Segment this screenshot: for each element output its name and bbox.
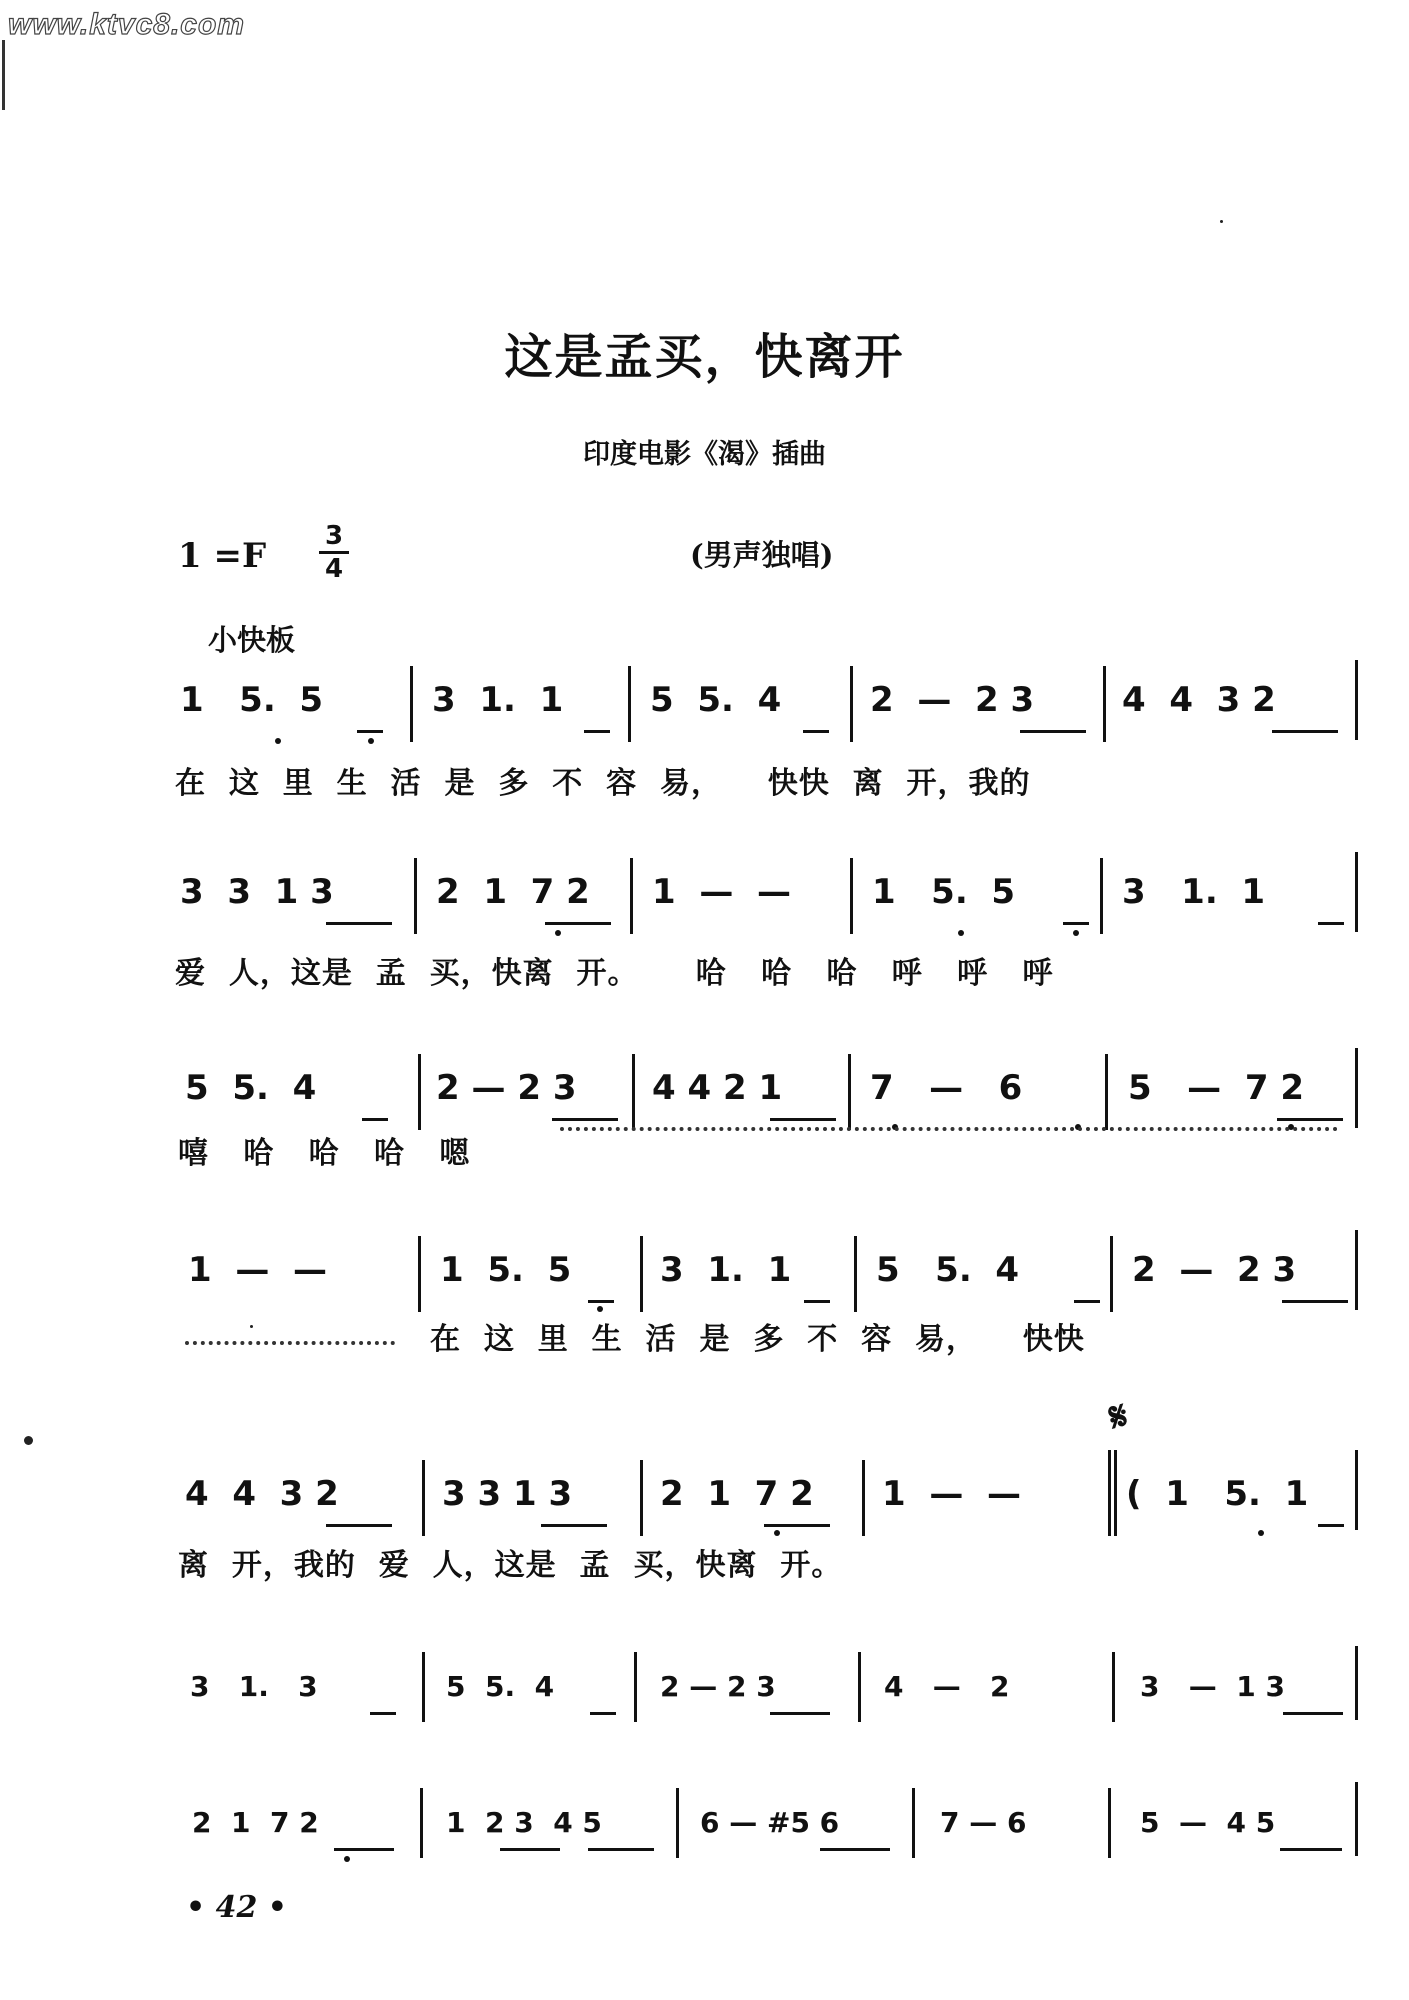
barline xyxy=(634,1652,637,1722)
lyrics-line: 爱 人，这是 孟 买，快离 开。 哈 哈 哈 呼 呼 呼 xyxy=(175,956,1054,991)
voice-label: (男声独唱) xyxy=(690,538,834,572)
underline xyxy=(588,1848,654,1851)
barline xyxy=(418,1236,421,1312)
lyrics-line: 在 这 里 生 活 是 多 不 容 易， 快快 xyxy=(430,1322,1085,1357)
barline xyxy=(1355,1450,1358,1530)
barline xyxy=(422,1652,425,1722)
measure: 1 — — xyxy=(652,872,792,912)
barline xyxy=(640,1460,643,1536)
barline xyxy=(640,1236,643,1312)
measure: 1 5. 5 xyxy=(180,680,324,720)
song-subtitle: 印度电影《渴》插曲 xyxy=(583,439,826,470)
measure: 4 — 2 xyxy=(884,1670,1010,1703)
barline xyxy=(850,858,853,934)
song-title: 这是孟买，快离开 xyxy=(504,329,905,385)
barline xyxy=(912,1788,915,1858)
scan-edge-mark xyxy=(2,40,5,110)
barline xyxy=(632,1054,635,1130)
underline xyxy=(764,1524,830,1527)
underline xyxy=(357,730,383,733)
low-octave-dot xyxy=(774,1530,780,1536)
barline xyxy=(420,1788,423,1858)
measure: 1 5. 5 xyxy=(872,872,1016,912)
barline xyxy=(1112,1652,1115,1722)
key-signature: 1 =F xyxy=(178,536,267,576)
low-octave-dot xyxy=(1073,930,1079,936)
underline xyxy=(541,1524,607,1527)
barline xyxy=(1105,1054,1108,1130)
underline xyxy=(552,1118,618,1121)
measure: 2 — 2 3 xyxy=(870,680,1035,720)
measure: 1 5. 5 xyxy=(440,1250,572,1290)
underline xyxy=(804,1300,830,1303)
underline xyxy=(362,1118,388,1121)
measure: 5 5. 4 xyxy=(876,1250,1020,1290)
measure: 3 1. 1 xyxy=(660,1250,792,1290)
measure: 1 — — xyxy=(188,1250,328,1290)
underline xyxy=(500,1848,560,1851)
low-octave-dot xyxy=(597,1306,603,1312)
underline xyxy=(326,922,392,925)
underline xyxy=(1020,730,1086,733)
barline xyxy=(854,1236,857,1312)
barline xyxy=(1355,1782,1358,1856)
barline xyxy=(848,1054,851,1130)
low-octave-dot xyxy=(958,930,964,936)
measure: 3 3 1 3 xyxy=(442,1474,573,1514)
low-octave-dot xyxy=(368,738,374,744)
barline xyxy=(858,1652,861,1722)
underline xyxy=(588,1300,614,1303)
barline xyxy=(862,1460,865,1536)
underline xyxy=(1282,1300,1348,1303)
underline xyxy=(370,1712,396,1715)
lyrics-line: 在 这 里 生 活 是 多 不 容 易， 快快 离 开，我的 xyxy=(175,766,1031,801)
lyrics-line: 嘻 哈 哈 哈 嗯 xyxy=(178,1136,471,1171)
underline xyxy=(1277,1118,1343,1121)
measure: 2 1 7 2 xyxy=(192,1806,319,1839)
barline xyxy=(850,666,853,742)
underline xyxy=(1318,922,1344,925)
underline xyxy=(820,1848,890,1851)
barline xyxy=(1355,1230,1358,1310)
low-octave-dot xyxy=(555,930,561,936)
barline xyxy=(1355,1048,1358,1128)
measure: 3 1. 3 xyxy=(190,1670,318,1703)
time-signature xyxy=(317,522,351,583)
measure: 3 — 1 3 xyxy=(1140,1670,1285,1703)
measure: 5 — 7 2 xyxy=(1128,1068,1304,1108)
measure: 6 — #5 6 xyxy=(700,1806,840,1839)
underline xyxy=(326,1524,392,1527)
measure: 7 — 6 xyxy=(940,1806,1027,1839)
measure: 3 1. 1 xyxy=(1122,872,1266,912)
measure: 4 4 3 2 xyxy=(1122,680,1276,720)
barline xyxy=(1355,1646,1358,1720)
barline xyxy=(1355,852,1358,932)
underline xyxy=(334,1848,394,1851)
measure: 2 — 2 3 xyxy=(436,1068,577,1108)
underline xyxy=(770,1118,836,1121)
underline xyxy=(1272,730,1338,733)
barline xyxy=(676,1788,679,1858)
barline xyxy=(630,858,633,934)
measure: 2 — 2 3 xyxy=(1132,1250,1297,1290)
underline xyxy=(770,1712,830,1715)
barline xyxy=(1100,858,1103,934)
barline xyxy=(1355,660,1358,740)
segno-sign: 𝄋 xyxy=(1104,1391,1133,1442)
underline xyxy=(1074,1300,1100,1303)
lyrics-line: 离 开，我的 爱 人，这是 孟 买，快离 开。 xyxy=(178,1548,843,1583)
continuation-dotted-line xyxy=(185,1341,395,1345)
measure: ( 1 5. 1 xyxy=(1126,1474,1309,1514)
measure: 3 3 1 3 xyxy=(180,872,334,912)
underline xyxy=(584,730,610,733)
barline xyxy=(418,1054,421,1130)
measure: 5 5. 4 xyxy=(185,1068,317,1108)
measure: 7 — 6 xyxy=(870,1068,1023,1108)
measure: 4 4 3 2 xyxy=(185,1474,339,1514)
measure: 2 1 7 2 xyxy=(660,1474,814,1514)
measure: 1 — — xyxy=(882,1474,1022,1514)
underline xyxy=(1283,1712,1343,1715)
measure: 2 — 2 3 xyxy=(660,1670,776,1703)
barline xyxy=(1110,1236,1113,1312)
time-signature-bottom: 4 xyxy=(324,554,344,584)
underline xyxy=(545,922,611,925)
watermark: www.ktvc8.com xyxy=(8,8,245,41)
continuation-dotted-line xyxy=(560,1127,1338,1131)
barline xyxy=(628,666,631,742)
barline xyxy=(410,666,413,742)
low-octave-dot xyxy=(344,1856,350,1862)
measure: 5 — 4 5 xyxy=(1140,1806,1276,1839)
barline xyxy=(1114,1450,1117,1536)
underline xyxy=(1318,1524,1344,1527)
measure: 5 5. 4 xyxy=(650,680,782,720)
scan-speck xyxy=(24,1436,33,1445)
barline xyxy=(1108,1450,1111,1536)
low-octave-dot xyxy=(275,738,281,744)
page-number: • 42 • xyxy=(186,1890,287,1925)
measure: 1 2 3 4 5 xyxy=(446,1806,602,1839)
scan-speck xyxy=(1220,220,1223,223)
underline xyxy=(590,1712,616,1715)
measure: 2 1 7 2 xyxy=(436,872,590,912)
measure: 4 4 2 1 xyxy=(652,1068,783,1108)
underline xyxy=(1063,922,1089,925)
barline xyxy=(422,1460,425,1536)
barline xyxy=(1103,666,1106,742)
low-octave-dot xyxy=(1258,1530,1264,1536)
measure: 3 1. 1 xyxy=(432,680,564,720)
tempo-marking: 小快板 xyxy=(208,623,296,657)
underline xyxy=(1280,1848,1342,1851)
measure: 5 5. 4 xyxy=(446,1670,555,1703)
underline xyxy=(803,730,829,733)
scan-speck xyxy=(250,1325,253,1328)
time-signature-top: 3 xyxy=(324,521,344,551)
barline xyxy=(414,858,417,934)
barline xyxy=(1108,1788,1111,1858)
